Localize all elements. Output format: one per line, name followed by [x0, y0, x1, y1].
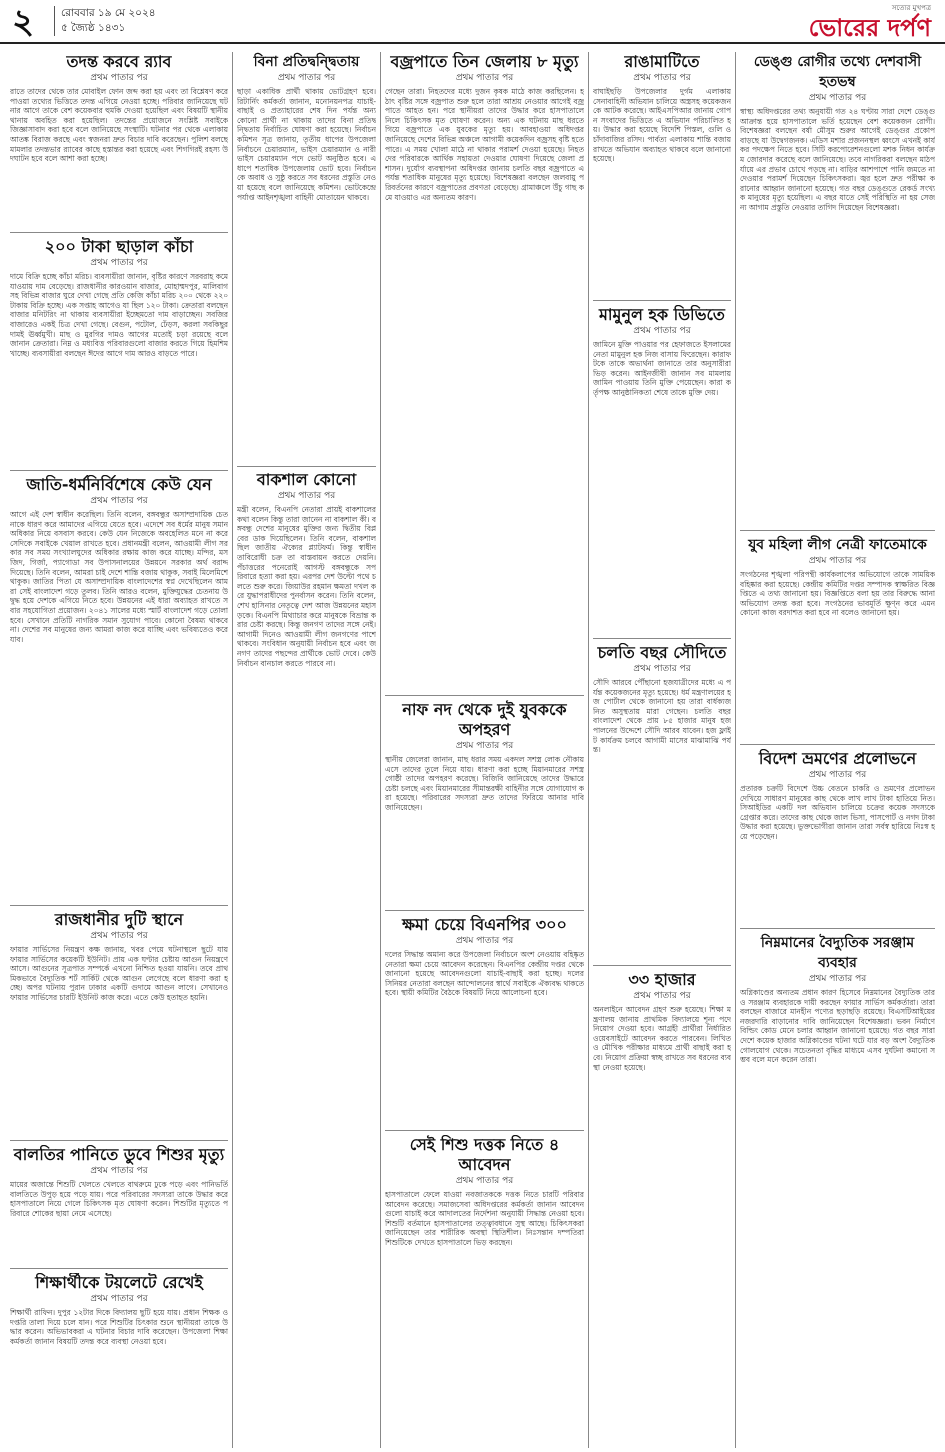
article-headline: ২০০ টাকা ছাড়াল কাঁচা: [44, 237, 194, 256]
article-byline: প্রথম পাতার পর: [633, 326, 691, 336]
article-headline: যুব মহিলা লীগ নেত্রী ফাতেমাকে: [748, 537, 927, 553]
article-byline: প্রথম পাতার পর: [90, 1294, 148, 1304]
article-headline: মামুনুল হক ডিভিতে: [599, 305, 725, 324]
article-body: স্বাস্থ্য অধিদপ্তরের তথ্য অনুযায়ী গত ২৪ ঘণ্টায় সারা দেশে ডেঙ্গু আক্রান্ত হয়ে হাসপাতালে ভর্তি হয়েছেন বেশ কয়েকজন রোগী। বিশেষজ্ঞরা বলছেন বর্ষা মৌসুম শুরুর আগেই ডেঙ্গুর প্রকোপ বাড়ছে যা উদ্বেগজনক। এডিস মশার প্রজননস্থল ধ্বংসে এখনই কার্যকর পদক্ষেপ নিতে হবে। সিটি করপোরেশনগুলো মশক নিধন কার্যক্রম জোরদার করেছে বলে জানিয়েছে। তবে নাগরিকরা বলছেন মাঠপর্যায়ে এর প্রভাব চোখে পড়ছে না। বাড়ির আশপাশে পানি জমতে না দেওয়ার পরামর্শ দিয়েছেন চিকিৎসকরা। জ্বর হলে দ্রুত পরীক্ষা করানোর আহ্বান জানানো হয়েছে। গত বছর ডেঙ্গুতে রেকর্ড সংখ্যক মানুষের মৃত্যু হয়েছিল। এ বছর যাতে সেই পরিস্থিতি না হয় সেজন্য আগাম প্রস্তুতি নেওয়ার তাগিদ দিয়েছেন বিশেষজ্ঞরা।: [740, 107, 935, 212]
article-byline: প্রথম পাতার পর: [90, 73, 148, 83]
article-unopposed: [237, 52, 376, 462]
article-headline: বজ্রপাতে তিন জেলায় ৮ মৃত্যু: [390, 52, 579, 71]
newspaper-logo: [809, 2, 931, 42]
article-divider: [10, 470, 228, 471]
article-religion: [10, 475, 228, 900]
article-body: বাঘাইছড়ি উপজেলার দুর্গম এলাকায় সেনাবাহিনী অভিযান চালিয়ে অস্ত্রসহ কয়েকজনকে আটক করেছে। আইএসপিআর জানায় গোপন সংবাদের ভিত্তিতে এ অভিযান পরিচালিত হয়। উদ্ধার করা হয়েছে বিদেশি পিস্তল, গুলি ও চাঁদাবাজির রসিদ। পার্বত্য এলাকায় শান্তি বজায় রাখতে অভিযান অব্যাহত থাকবে বলে জানানো হয়েছে।: [593, 87, 731, 164]
article-headline: বাকশাল কোনো: [256, 470, 357, 489]
date-english: রোববার ১৯ মে ২০২৪: [61, 7, 156, 19]
article-byline: প্রথম পাতার পর: [455, 936, 514, 946]
article-body: অনলাইনে আবেদন গ্রহণ শুরু হয়েছে। শিক্ষা মন্ত্রণালয় জানায় প্রাথমিক বিদ্যালয়ে শূন্য পদে নিয়োগ দেওয়া হবে। আগ্রহী প্রার্থীরা নির্ধারিত ওয়েবসাইটে আবেদন করতে পারবেন। লিখিত ও মৌখিক পরীক্ষার মাধ্যমে প্রার্থী বাছাই করা হবে। নিয়োগ প্রক্রিয়া স্বচ্ছ রাখতে সব ধরনের ব্যবস্থা নেওয়া হয়েছে।: [593, 1005, 731, 1072]
article-body: অগ্নিকাণ্ডের অন্যতম প্রধান কারণ হিসেবে নিম্নমানের বৈদ্যুতিক তার ও সরঞ্জাম ব্যবহারকে দায়ী করছেন ফায়ার সার্ভিস কর্মকর্তারা। তারা বলছেন বাজারে মানহীন পণ্যের ছড়াছড়ি রয়েছে। বিএসটিআইয়ের নজরদারি বাড়ানোর দাবি জানিয়েছেন বিশেষজ্ঞরা। ভবন নির্মাণে বিল্ডিং কোড মেনে চলার আহ্বান জানানো হয়েছে। গত বছর সারা দেশে কয়েক হাজার অগ্নিকাণ্ডের ঘটনা ঘটে যার বড় অংশ বৈদ্যুতিক গোলযোগ থেকে। সচেতনতা বৃদ্ধির মাধ্যমে এসব দুর্ঘটনা কমানো সম্ভব বলে মনে করেন তারা।: [740, 988, 935, 1065]
article-body: সংগঠনের শৃঙ্খলা পরিপন্থী কার্যকলাপের অভিযোগে তাকে সাময়িক বহিষ্কার করা হয়েছে। কেন্দ্রীয় কমিটির দপ্তর সম্পাদক স্বাক্ষরিত বিজ্ঞপ্তিতে এ তথ্য জানানো হয়। বিজ্ঞপ্তিতে বলা হয় তার বিরুদ্ধে আনা অভিযোগ তদন্ত করা হবে। সংগঠনের ভাবমূর্তি ক্ষুণ্ন করে এমন কোনো কাজ বরদাশত করা হবে না বলেও জানানো হয়।: [740, 570, 935, 618]
article-rangamati: [593, 52, 731, 297]
article-byline: প্রথম পাতার পর: [277, 73, 336, 83]
article-body: মায়ের অজান্তে শিশুটি খেলতে খেলতে বাথরুমে ঢুকে পড়ে এবং পানিভর্তি বালতিতে উপুড় হয়ে পড়ে যায়। পরে পরিবারের সদস্যরা তাকে উদ্ধার করে হাসপাতালে নিয়ে গেলে চিকিৎসক মৃত ঘোষণা করেন। শিশুটির মৃত্যুতে পরিবারে শোকের ছায়া নেমে এসেছে।: [10, 1180, 228, 1218]
article-divider: [740, 928, 935, 929]
article-divider: [385, 910, 584, 911]
article-body: গেছেন তারা। নিহতদের মধ্যে দুজন কৃষক মাঠে কাজ করছিলেন। হঠাৎ বৃষ্টির সঙ্গে বজ্রপাত শুরু হলে তারা আশ্রয় নেওয়ার আগেই বজ্রপাতে আহত হন। পরে স্থানীয়রা তাদের উদ্ধার করে হাসপাতালে নিলে চিকিৎসক মৃত ঘোষণা করেন। অন্য এক ঘটনায় মাছ ধরতে গিয়ে বজ্রপাতে এক যুবকের মৃত্যু হয়। আবহাওয়া অধিদপ্তর জানিয়েছে দেশের বিভিন্ন অঞ্চলে আগামী কয়েকদিন বজ্রসহ বৃষ্টি হতে পারে। এ সময় খোলা মাঠে না থাকার পরামর্শ দেওয়া হয়েছে। নিহতদের পরিবারকে আর্থিক সহায়তা দেওয়ার ঘোষণা দিয়েছে জেলা প্রশাসন। দুর্যোগ ব্যবস্থাপনা অধিদপ্তর জানায় চলতি বছর বজ্রপাতে এ পর্যন্ত শতাধিক মানুষের মৃত্যু হয়েছে। বিশেষজ্ঞরা বলছেন জলবায়ু পরিবর্তনের কারণে বজ্রপাতের প্রবণতা বেড়েছে। গ্রামাঞ্চলে উঁচু গাছ কমে যাওয়াও এর অন্যতম কারণ।: [385, 87, 584, 202]
article-headline: জাতি-ধর্মনির্বিশেষে কেউ যেন: [26, 475, 212, 494]
logo-tagline: সত্যের মুখপত্র: [891, 4, 931, 12]
article-byline: প্রথম পাতার পর: [90, 931, 148, 941]
article-body: শিক্ষার্থী রাফিন। দুপুর ১২টার দিকে বিদ্যালয় ছুটি হয়ে যায়। প্রধান শিক্ষক ও দপ্তরি তালা দিয়ে চলে যান। পরে শিশুটির চিৎকার শুনে স্থানীয়রা তাকে উদ্ধার করেন। অভিভাবকরা এ ঘটনার বিচার দাবি করেছেন। উপজেলা শিক্ষা কর্মকর্তা জানান বিষয়টি তদন্ত করে ব্যবস্থা নেওয়া হবে।: [10, 1308, 228, 1346]
article-byline: প্রথম পাতার পর: [633, 991, 691, 1001]
article-byline: প্রথম পাতার পর: [808, 556, 867, 566]
article-byline: প্রথম পাতার পর: [455, 1176, 514, 1186]
article-headline: রাঙামাটিতে: [624, 52, 700, 71]
article-divider: [593, 965, 731, 966]
article-headline: চলতি বছর সৌদিতে: [597, 643, 727, 662]
article-divider: [385, 1130, 584, 1131]
column-divider: [588, 52, 589, 1448]
article-divider: [237, 466, 376, 467]
article-body: আগে এই দেশ স্বাধীন করেছিল। তিনি বলেন, বঙ্গবন্ধুর অসাম্প্রদায়িক চেতনাকে ধারণ করে আমাদের এগিয়ে যেতে হবে। এদেশে সব ধর্মের মানুষ সমান অধিকার নিয়ে বসবাস করবে। কেউ যেন নিজেকে অবহেলিত মনে না করে সেদিকে সবাইকে খেয়াল রাখতে হবে। প্রধানমন্ত্রী বলেন, আওয়ামী লীগ সরকার সব সময় সংখ্যালঘুদের অধিকার রক্ষায় কাজ করে যাচ্ছে। মন্দির, মসজিদ, গির্জা, প্যাগোডা সব উপাসনালয়ের উন্নয়নে সরকার অর্থ বরাদ্দ দিয়েছে। তিনি বলেন, আমরা চাই দেশে শান্তি বজায় থাকুক, সবাই মিলেমিশে থাকুক। জাতির পিতা যে অসাম্প্রদায়িক বাংলাদেশের স্বপ্ন দেখেছিলেন আমরা সেই বাংলাদেশ গড়ে তুলব। তিনি আরও বলেন, মুক্তিযুদ্ধের চেতনায় উদ্বুদ্ধ হয়ে দেশকে এগিয়ে নিতে হবে। উন্নয়নের এই ধারা অব্যাহত রাখতে সবার সহযোগিতা প্রয়োজন। ২০৪১ সালের মধ্যে স্মার্ট বাংলাদেশ গড়ে তোলা হবে। সেখানে প্রতিটি নাগরিক সমান সুযোগ পাবে। কোনো বৈষম্য থাকবে না। দেশের সব মানুষের জন্য আমরা কাজ করে যাচ্ছি এবং ভবিষ্যতেও করে যাব।: [10, 510, 228, 644]
article-headline: বিদেশ ভ্রমণের প্রলোভনে: [758, 749, 917, 768]
article-byline: প্রথম পাতার পর: [633, 73, 691, 83]
article-body: ফায়ার সার্ভিসের নিয়ন্ত্রণ কক্ষ জানায়, খবর পেয়ে ঘটনাস্থলে ছুটে যায় ফায়ার সার্ভিসের কয়েকটি ইউনিট। প্রায় এক ঘণ্টার চেষ্টায় আগুন নিয়ন্ত্রণে আসে। আগুনের সূত্রপাত সম্পর্কে এখনো নিশ্চিত হওয়া যায়নি। তবে প্রাথমিকভাবে বৈদ্যুতিক শর্ট সার্কিট থেকে আগুন লেগেছে বলে ধারণা করা হচ্ছে। অপর ঘটনায় পুরান ঢাকার একটি গুদামে আগুন লাগে। সেখানেও ফায়ার সার্ভিসের চারটি ইউনিট কাজ করে। এতে কেউ হতাহত হয়নি।: [10, 945, 228, 1002]
article-headline: ক্ষমা চেয়ে বিএনপির ৩০০: [402, 915, 567, 934]
article-travel-fraud: [740, 749, 935, 924]
article-headline: বালতির পানিতে ডুবে শিশুর মৃত্যু: [13, 1145, 225, 1164]
article-byline: প্রথম পাতার পর: [808, 770, 867, 780]
article-headline: তদন্ত করবে র‌্যাব: [66, 52, 172, 71]
article-divider: [740, 744, 935, 745]
article-divider: [385, 695, 584, 696]
page-number: ২: [12, 2, 35, 42]
article-headline: বিনা প্রতিদ্বন্দ্বিতায়: [253, 54, 360, 70]
article-child-adoption: [385, 1135, 584, 1445]
article-baksal: [237, 470, 376, 1445]
article-byline: প্রথম পাতার পর: [808, 93, 867, 103]
masthead: [0, 0, 945, 44]
article-divider: [10, 1140, 228, 1141]
logo-name: ভোরের দর্পণ: [808, 14, 931, 42]
article-byline: প্রথম পাতার পর: [90, 258, 148, 268]
article-mamunul: [593, 305, 731, 635]
article-byline: প্রথম পাতার পর: [633, 664, 691, 674]
date-bengali: ৫ জ্যৈষ্ঠ ১৪৩১: [61, 22, 126, 34]
article-body: মন্ত্রী বলেন, বিএনপি নেতারা প্রায়ই বাকশালের কথা বলেন কিন্তু তারা জানেন না বাকশাল কী। বঙ্গবন্ধু দেশের মানুষের মুক্তির জন্য দ্বিতীয় বিপ্লবের ডাক দিয়েছিলেন। তিনি বলেন, বাকশাল ছিল জাতীয় ঐক্যের প্ল্যাটফর্ম। কিন্তু স্বাধীনতাবিরোধী চক্র তা বাস্তবায়ন করতে দেয়নি। পঁচাত্তরের পনেরোই আগস্ট বঙ্গবন্ধুকে সপরিবারে হত্যা করা হয়। এরপর দেশ উল্টো পথে চলতে শুরু করে। জিয়াউর রহমান ক্ষমতা দখল করে যুদ্ধাপরাধীদের পুনর্বাসন করেন। তিনি বলেন, শেখ হাসিনার নেতৃত্বে দেশ আজ উন্নয়নের মহাসড়কে। বিএনপি মিথ্যাচার করে মানুষকে বিভ্রান্ত করার চেষ্টা করছে। কিন্তু জনগণ তাদের সঙ্গে নেই। আগামী দিনেও আওয়ামী লীগ জনগণের পাশে থাকবে। সংবিধান অনুযায়ী নির্বাচন হবে এবং জনগণ তাদের পছন্দের প্রার্থীকে ভোট দেবে। কেউ নির্বাচন বানচাল করতে পারবে না।: [237, 505, 376, 668]
article-fire-two-places: [10, 910, 228, 1135]
article-body: ছাড়া একাধিক প্রার্থী থাকায় ভোটগ্রহণ হবে। রিটার্নিং কর্মকর্তা জানান, মনোনয়নপত্র যাচাই-বাছাই ও প্রত্যাহারের শেষ দিন পর্যন্ত অন্য কোনো প্রার্থী না থাকায় তাদের বিনা প্রতিদ্বন্দ্বিতায় নির্বাচিত ঘোষণা করা হয়েছে। নির্বাচন কমিশন সূত্র জানায়, তৃতীয় ধাপের উপজেলা নির্বাচনে চেয়ারম্যান, ভাইস চেয়ারম্যান ও নারী ভাইস চেয়ারম্যান পদে ভোট অনুষ্ঠিত হবে। এ ধাপে শতাধিক উপজেলায় ভোট হবে। নির্বাচনকে অবাধ ও সুষ্ঠু করতে সব ধরনের প্রস্তুতি নেওয়া হয়েছে বলে জানিয়েছে কমিশন। ভোটকেন্দ্রে পর্যাপ্ত আইনশৃঙ্খলা বাহিনী মোতায়েন থাকবে।: [237, 87, 376, 202]
article-byline: প্রথম পাতার পর: [808, 974, 867, 984]
article-byline: প্রথম পাতার পর: [90, 1166, 148, 1176]
article-body: রাতে তাদের থেকে তার মোবাইল ফোন জব্দ করা হয় এবং তা বিশ্লেষণ করে পাওয়া তথ্যের ভিত্তিতে তদন্ত এগিয়ে নেওয়া হচ্ছে। পরিবার জানিয়েছে ঘটনার আগে তাকে বেশ কয়েকবার হুমকি দেওয়া হয়েছিল এবং বিষয়টি স্থানীয় থানায় অবহিত করা হয়েছিল। তদন্তের প্রয়োজনে সংশ্লিষ্ট সবাইকে জিজ্ঞাসাবাদ করা হবে বলে জানিয়েছে সংস্থাটি। ঘটনার পর থেকে এলাকায় আতঙ্ক বিরাজ করছে এবং স্বজনরা দ্রুত বিচার দাবি করেছেন। পুলিশ বলছে মামলার তদন্তভার র‌্যাবের কাছে হস্তান্তর করা হয়েছে এবং শিগগিরই রহস্য উদঘাটন হবে বলে আশা করা হচ্ছে।: [10, 87, 228, 164]
article-saudi: [593, 643, 731, 961]
article-headline: ৩৩ হাজার: [628, 970, 696, 989]
article-body: প্রতারক চক্রটি বিদেশে উচ্চ বেতনে চাকরি ও ভ্রমণের প্রলোভন দেখিয়ে সাধারণ মানুষের কাছ থেকে লাখ লাখ টাকা হাতিয়ে নিত। সিআইডির একটি দল অভিযান চালিয়ে চক্রের কয়েক সদস্যকে গ্রেপ্তার করে। তাদের কাছ থেকে জাল ভিসা, পাসপোর্ট ও নগদ টাকা উদ্ধার করা হয়েছে। ভুক্তভোগীরা জানান তারা সর্বস্ব হারিয়ে নিঃস্ব হয়ে পড়েছেন।: [740, 784, 935, 841]
article-body: জামিনে মুক্তি পাওয়ার পর হেফাজতে ইসলামের নেতা মামুনুল হক নিজ বাসায় ফিরেছেন। কারাফটকে তাকে অভ্যর্থনা জানাতে তার অনুসারীরা ভিড় করেন। আইনজীবী জানান সব মামলায় জামিন পাওয়ায় তিনি মুক্তি পেয়েছেন। কারা কর্তৃপক্ষ আনুষ্ঠানিকতা শেষে তাকে মুক্তি দেয়।: [593, 340, 731, 397]
article-body: দলের সিদ্ধান্ত অমান্য করে উপজেলা নির্বাচনে অংশ নেওয়ায় বহিষ্কৃত নেতারা ক্ষমা চেয়ে আবেদন করেছেন। বিএনপির কেন্দ্রীয় দপ্তর থেকে জানানো হয়েছে আবেদনগুলো যাচাই-বাছাই করা হচ্ছে। দলের সিনিয়র নেতারা বলছেন আন্দোলনের স্বার্থে সবাইকে ঐক্যবদ্ধ থাকতে হবে। স্থায়ী কমিটির বৈঠকে বিষয়টি নিয়ে আলোচনা হবে।: [385, 950, 584, 998]
column-divider: [735, 52, 736, 1448]
article-naf-kidnap: [385, 700, 584, 905]
article-33-thousand: [593, 970, 731, 1445]
article-bnp-apology: [385, 915, 584, 1125]
article-byline: প্রথম পাতার পর: [455, 73, 514, 83]
article-headline: ডেঙ্গু রোগীর তথ্যে দেশবাসী হতভম্ব: [753, 54, 922, 90]
article-lightning: [385, 52, 584, 692]
article-body: সৌদি আরবে পৌঁছানো হজযাত্রীদের মধ্যে এ পর্যন্ত কয়েকজনের মৃত্যু হয়েছে। ধর্ম মন্ত্রণালয়ের হজ পোর্টাল থেকে জানানো হয় তারা বার্ধক্যজনিত অসুস্থতায় মারা গেছেন। চলতি বছর বাংলাদেশ থেকে প্রায় ৮৫ হাজার মানুষ হজ পালনের উদ্দেশে সৌদি আরব যাবেন। হজ ফ্লাইট কার্যক্রম চলবে আগামী মাসের মাঝামাঝি পর্যন্ত।: [593, 678, 731, 755]
date-block: [54, 6, 156, 36]
article-divider: [10, 905, 228, 906]
article-headline: রাজধানীর দুটি স্থানে: [54, 910, 184, 929]
article-divider: [740, 530, 935, 531]
article-child-drowning: [10, 1145, 228, 1263]
article-divider: [10, 1268, 228, 1269]
article-headline: সেই শিশু দত্তক নিতে ৪ আবেদন: [409, 1135, 560, 1174]
article-byline: প্রথম পাতার পর: [90, 496, 148, 506]
article-divider: [593, 300, 731, 301]
article-byline: প্রথম পাতার পর: [455, 741, 514, 751]
article-byline: প্রথম পাতার পর: [277, 491, 336, 501]
article-chili-price: [10, 237, 228, 465]
article-electrical-equipment: [740, 933, 935, 1445]
column-divider: [232, 52, 233, 1448]
article-dengue: [740, 52, 935, 527]
article-jubo-mohila: [740, 535, 935, 740]
article-rab: [10, 52, 228, 227]
article-body: দামে বিক্রি হচ্ছে কাঁচা মরিচ। ব্যবসায়ীরা জানান, বৃষ্টির কারণে সরবরাহ কমে যাওয়ায় দাম বেড়েছে। রাজধানীর কারওয়ান বাজার, মোহাম্মদপুর, মালিবাগসহ বিভিন্ন বাজার ঘুরে দেখা গেছে প্রতি কেজি কাঁচা মরিচ ২০০ থেকে ২২০ টাকায় বিক্রি হচ্ছে। এক সপ্তাহ আগেও যা ছিল ১২০ টাকা। ক্রেতারা বলছেন বাজার মনিটরিং না থাকায় ব্যবসায়ীরা ইচ্ছেমতো দাম বাড়াচ্ছেন। সবজির বাজারেও একই চিত্র দেখা গেছে। বেগুন, পটোল, ঢেঁড়স, করলা সবকিছুর দামই ঊর্ধ্বমুখী। মাছ ও মুরগির দামও আগের মতোই চড়া রয়েছে বলে জানান ক্রেতারা। নিম্ন ও মধ্যবিত্ত পরিবারগুলো বাজার করতে গিয়ে হিমশিম খাচ্ছে। ব্যবসায়ীরা বলছেন ঈদের আগে দাম আরও বাড়তে পারে।: [10, 272, 228, 358]
article-body: স্থানীয় জেলেরা জানান, মাছ ধরার সময় একদল সশস্ত্র লোক নৌকায় এসে তাদের তুলে নিয়ে যায়। ধারণা করা হচ্ছে মিয়ানমারের সশস্ত্র গোষ্ঠী তাদের অপহরণ করেছে। বিজিবি জানিয়েছে তাদের উদ্ধারে চেষ্টা চলছে এবং মিয়ানমারের সীমান্তরক্ষী বাহিনীর সঙ্গে যোগাযোগ করা হয়েছে। পরিবারের সদস্যরা দ্রুত তাদের ফিরিয়ে আনার দাবি জানিয়েছেন।: [385, 755, 584, 812]
article-headline: নিম্নমানের বৈদ্যুতিক সরঞ্জাম ব্যবহার: [760, 935, 915, 971]
article-student-toilet: [10, 1273, 228, 1445]
article-divider: [593, 638, 731, 639]
article-body: হাসপাতালে ফেলে যাওয়া নবজাতককে দত্তক নিতে চারটি পরিবার আবেদন করেছে। সমাজসেবা অধিদপ্তরের কর্মকর্তা জানান আবেদনগুলো যাচাই করে আদালতের নির্দেশনা অনুযায়ী সিদ্ধান্ত নেওয়া হবে। শিশুটি বর্তমানে হাসপাতালের তত্ত্বাবধানে সুস্থ আছে। চিকিৎসকরা জানিয়েছেন তার শারীরিক অবস্থা স্থিতিশীল। নিঃসন্তান দম্পতিরা শিশুটিকে দেখতে হাসপাতালে ভিড় করছেন।: [385, 1190, 584, 1247]
article-headline: শিক্ষার্থীকে টয়লেটে রেখেই: [35, 1273, 203, 1292]
article-headline: নাফ নদ থেকে দুই যুবককে অপহরণ: [402, 700, 567, 739]
article-divider: [10, 232, 228, 233]
column-divider: [380, 52, 381, 1448]
